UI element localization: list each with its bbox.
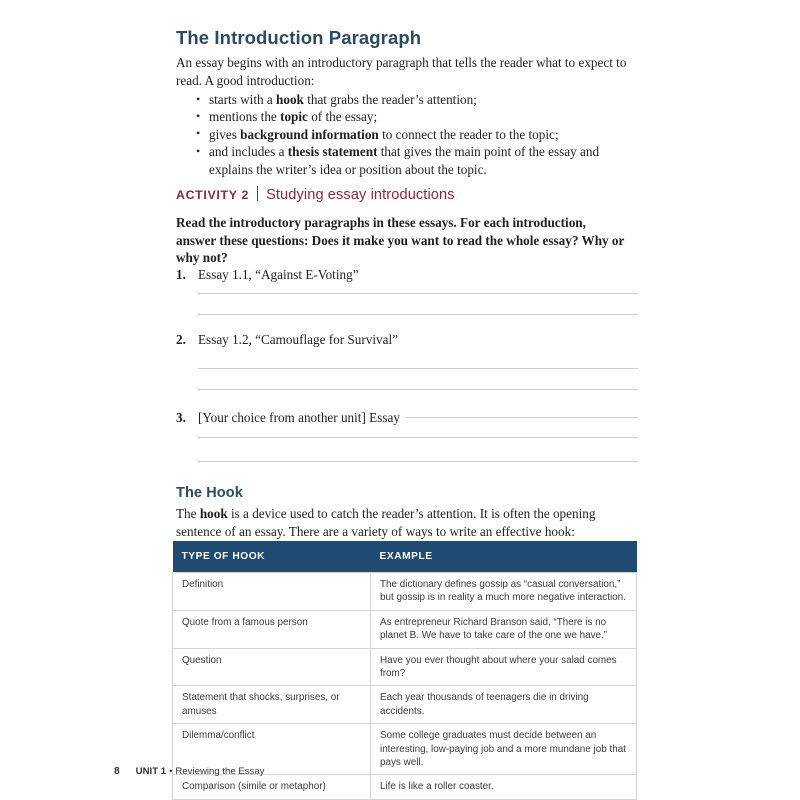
cell-hook-example: Each year thousands of teenagers die in driving accidents. [371, 686, 637, 724]
activity-question-1 [176, 266, 638, 283]
inline-answer-write-line[interactable] [406, 417, 638, 418]
cell-hook-example: As entrepreneur Richard Branson said, “There is no planet B. We have to take care of the one we have.” [371, 610, 637, 648]
introduction-body-paragraph: An essay begins with an introductory paragraph that tells the reader what to expect to read. A good introduction: [176, 55, 627, 88]
table-row [173, 775, 637, 799]
list-item [196, 91, 641, 108]
hook-types-table [172, 541, 637, 800]
footer-title: Reviewing the Essay [175, 766, 265, 777]
list-item-bold: thesis statement [287, 144, 378, 160]
question-row [176, 266, 638, 283]
answer-write-line[interactable] [198, 389, 638, 390]
list-item-post: to connect the reader to the topic; [378, 126, 559, 142]
column-header-type-of-hook: TYPE OF HOOK [173, 541, 371, 573]
table-row [173, 686, 637, 724]
list-item-post: that gives the main point of the essay and explains the writer’s idea or position about the topic. [209, 144, 600, 177]
cell-hook-example: Have you ever thought about where your salad comes from? [371, 648, 637, 686]
answer-write-line[interactable] [198, 368, 638, 369]
question-text: [Your choice from another unit] Essay [198, 410, 400, 425]
footer-unit: UNIT 1 [135, 766, 167, 777]
activity-header [176, 184, 455, 203]
column-header-example: EXAMPLE [371, 541, 637, 573]
list-item-bold: topic [280, 109, 308, 125]
activity-question-2 [176, 331, 638, 348]
table-row [173, 648, 637, 686]
table-row [173, 610, 637, 648]
footer-separator: • [169, 766, 173, 777]
table-head [173, 541, 637, 573]
cell-hook-example: Life is like a roller coaster. [371, 775, 637, 799]
list-item-pre: mentions the [209, 109, 281, 125]
bullet-dot-icon: • [196, 91, 201, 106]
list-item-bold: hook [276, 92, 304, 107]
activity-divider [257, 186, 258, 201]
page-footer [114, 766, 264, 777]
list-item [196, 143, 641, 178]
question-row [176, 331, 638, 348]
hook-paragraph-post: is a device used to catch the reader’s attention. It is often the opening sentence of an essay. There are a variety of ways to write an effective hook: [176, 506, 596, 539]
list-item [196, 126, 641, 143]
hook-body-paragraph [176, 505, 638, 540]
table-row [173, 573, 637, 611]
cell-hook-type: Quote from a famous person [173, 610, 371, 648]
bullet-dot-icon: • [196, 108, 201, 123]
table-header-row [173, 541, 637, 573]
question-number: 3. [176, 410, 186, 425]
answer-write-line[interactable] [198, 437, 638, 438]
list-item-pre: gives [209, 126, 241, 142]
hook-paragraph-pre: The [176, 506, 200, 521]
bullet-dot-icon: • [196, 126, 201, 141]
page-number: 8 [114, 766, 120, 777]
activity-instructions: Read the introductory paragraphs in these essays. For each introduction, answer these questions: Does it make you want to read the whole essay? Why or why not? [176, 215, 625, 266]
activity-label: ACTIVITY 2 [176, 188, 250, 202]
cell-hook-example: Some college graduates must decide between an interesting, low-paying job and a more mundane job that pays well. [371, 724, 637, 775]
question-row [176, 409, 638, 426]
answer-write-line[interactable] [198, 314, 638, 315]
cell-hook-type: Comparison (simile or metaphor) [173, 775, 371, 799]
list-item-post: of the essay; [307, 109, 378, 125]
list-item-pre: starts with a [209, 92, 277, 107]
answer-write-line[interactable] [198, 293, 638, 294]
section-heading-the-hook: The Hook [176, 485, 243, 501]
question-text: Essay 1.1, “Against E-Voting” [198, 267, 359, 282]
list-item-post: that grabs the reader’s attention; [303, 92, 477, 107]
introduction-bullet-list [196, 91, 641, 178]
list-item-bold: background information [240, 126, 379, 142]
cell-hook-type: Dilemma/conflict [173, 724, 371, 775]
hook-paragraph-bold: hook [199, 506, 228, 521]
list-item [196, 108, 641, 125]
activity-question-3 [176, 409, 638, 426]
bullet-dot-icon: • [196, 143, 201, 158]
question-text: Essay 1.2, “Camouflage for Survival” [198, 332, 398, 347]
cell-hook-type: Statement that shocks, surprises, or amuses [173, 686, 371, 724]
activity-title: Studying essay introductions [266, 187, 455, 203]
list-item-pre: and includes a [209, 144, 288, 160]
answer-write-line[interactable] [198, 461, 638, 462]
question-number: 1. [176, 267, 186, 282]
cell-hook-example: The dictionary defines gossip as “casual conversation,” but gossip is in reality a much more negative interaction. [371, 573, 637, 611]
cell-hook-type: Question [173, 648, 371, 686]
question-number: 2. [176, 332, 186, 347]
page-title-introduction-paragraph: The Introduction Paragraph [176, 27, 422, 48]
cell-hook-type: Definition [173, 573, 371, 611]
